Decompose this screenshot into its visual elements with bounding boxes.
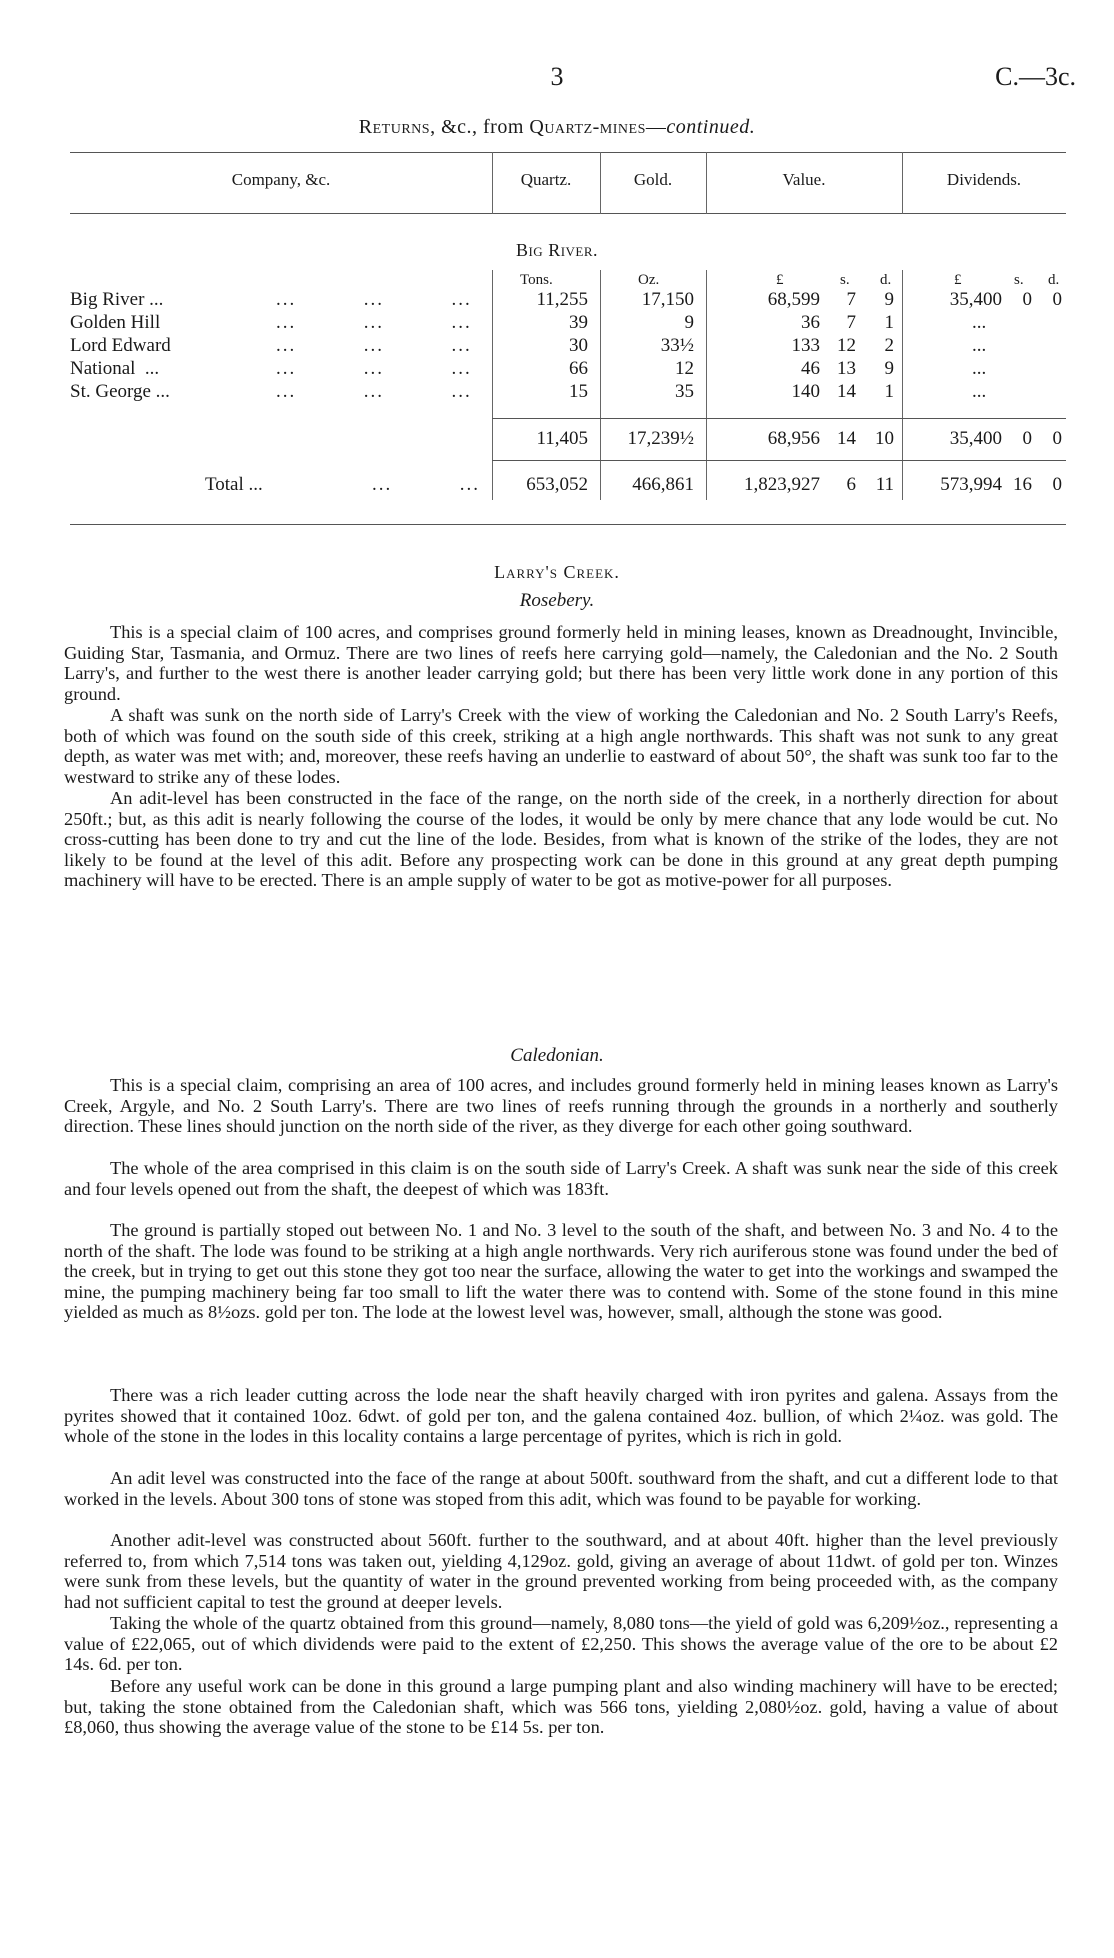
row-company: St. George ... bbox=[70, 381, 170, 402]
row-value-shillings: 14 bbox=[837, 381, 856, 402]
caption-continued: continued. bbox=[666, 116, 756, 138]
table-row bbox=[0, 335, 1114, 359]
subtotal-div-pounds: 35,400 bbox=[949, 428, 1002, 449]
total-row bbox=[0, 474, 1114, 498]
caption-rest: , &c., from bbox=[430, 116, 530, 138]
row-gold: 12 bbox=[675, 358, 694, 379]
row-gold: 35 bbox=[675, 381, 694, 402]
subtotal-div-shillings: 0 bbox=[1022, 428, 1032, 449]
row-value-shillings: 13 bbox=[837, 358, 856, 379]
subtotal-value-pounds: 68,956 bbox=[767, 428, 820, 449]
table-caption: Returns, &c., from Quartz-mines—continued. bbox=[358, 116, 756, 138]
row-quartz: 15 bbox=[569, 381, 588, 402]
unit-div-shillings: s. bbox=[1014, 272, 1024, 288]
row-value-shillings: 12 bbox=[837, 335, 856, 356]
col-header-quartz: Quartz. bbox=[520, 170, 572, 189]
row-value-pence: 1 bbox=[884, 312, 894, 333]
table-bottom-rule bbox=[70, 524, 1066, 525]
paragraph: There was a rich leader cutting across the lode near the shaft heavily charged with iron pyrites and galena. Assays from the pyrites showed that it contained 10oz. 6dwt. of gold per ton, and the galena contained 4oz. bullion, of which 2¼oz. was gold. The whole of the stone in the lodes in this locality contains a large percentage of pyrites, which is rich in gold. bbox=[64, 1385, 1058, 1447]
row-value-pounds: 36 bbox=[801, 312, 820, 333]
subtotal-row bbox=[0, 428, 1114, 452]
leader-dots: ... ... ... bbox=[276, 381, 472, 402]
row-value-pence: 1 bbox=[884, 381, 894, 402]
section-big-river: Big River. bbox=[515, 240, 599, 260]
row-quartz: 30 bbox=[569, 335, 588, 356]
unit-shillings: s. bbox=[840, 272, 850, 288]
row-dividend-blank: ... bbox=[972, 312, 987, 333]
unit-pence: d. bbox=[880, 272, 892, 288]
row-value-pounds: 68,599 bbox=[767, 289, 820, 310]
row-company: Big River ... bbox=[70, 289, 164, 310]
row-value-shillings: 7 bbox=[846, 289, 856, 310]
table-row bbox=[0, 358, 1114, 382]
row-gold: 9 bbox=[684, 312, 694, 333]
row-value-shillings: 7 bbox=[846, 312, 856, 333]
caption-quartz-mines: Quartz-mines bbox=[529, 116, 646, 138]
col-header-dividends: Dividends. bbox=[946, 170, 1022, 189]
table-top-rule bbox=[70, 152, 1066, 153]
col-header-company: Company, &c. bbox=[231, 170, 331, 189]
total-gold: 466,861 bbox=[632, 474, 694, 495]
row-div-pounds: 35,400 bbox=[949, 289, 1002, 310]
col-header-value: Value. bbox=[782, 170, 826, 189]
subtotal-value-pence: 10 bbox=[875, 428, 894, 449]
total-div-pounds: 573,994 bbox=[940, 474, 1002, 495]
row-dividend-blank: ... bbox=[972, 381, 987, 402]
total-div-shillings: 16 bbox=[1013, 474, 1032, 495]
row-div-shillings: 0 bbox=[1022, 289, 1032, 310]
row-dividend-blank: ... bbox=[972, 358, 987, 379]
table-row bbox=[0, 289, 1114, 313]
leader-dots: ... ... ... bbox=[276, 289, 472, 310]
paragraph: This is a special claim, comprising an area of 100 acres, and includes ground formerly held in mining leases known as Larry's Creek, Argyle, and No. 2 South Larry's. There are two lines of reefs running through the grounds in a northerly and southerly direction. These lines should junction on the north side of the river, as they diverge for each other going southward. bbox=[64, 1075, 1058, 1137]
total-value-pounds: 1,823,927 bbox=[744, 474, 820, 495]
total-rule bbox=[492, 460, 1066, 461]
subtotal-gold: 17,239½ bbox=[627, 428, 694, 449]
row-company: National ... bbox=[70, 358, 160, 379]
paragraph: Before any useful work can be done in this ground a large pumping plant and also winding machinery will have to be erected; but, taking the stone obtained from the Caledonian shaft, which was 566 tons, yielding 2,080½oz. gold, having a value of about £8,060, thus showing the average value of the stone to be £14 5s. per ton. bbox=[64, 1676, 1058, 1738]
row-gold: 33½ bbox=[660, 335, 694, 356]
table-header-rule bbox=[70, 213, 1066, 214]
document-reference: C.—3c. bbox=[995, 62, 1076, 91]
paragraph: Another adit-level was constructed about 560ft. further to the southward, and at about 40ft. higher than the level previously referred to, from which 7,514 tons was taken out, yielding 4,129oz. gold, giving an average of about 11dwt. of gold per ton. Winzes were sunk from these levels, but the quantity of water in the ground prevented working from being proceeded with, as the company had not sufficient capital to test the ground at deeper levels. bbox=[64, 1530, 1058, 1612]
row-value-pounds: 133 bbox=[791, 335, 820, 356]
paragraph: The whole of the area comprised in this claim is on the south side of Larry's Creek. A shaft was sunk near the side of this creek and four levels opened out from the shaft, the deepest of which was 183ft. bbox=[64, 1158, 1058, 1199]
row-value-pounds: 140 bbox=[791, 381, 820, 402]
subtotal-rule bbox=[492, 418, 1066, 419]
total-value-pence: 11 bbox=[875, 474, 894, 495]
col-header-gold: Gold. bbox=[633, 170, 673, 189]
total-quartz: 653,052 bbox=[526, 474, 588, 495]
total-label: Total ... bbox=[205, 474, 263, 495]
subtotal-value-shillings: 14 bbox=[837, 428, 856, 449]
subheading-caledonian: Caledonian. bbox=[510, 1045, 604, 1066]
page-number: 3 bbox=[550, 62, 564, 91]
leader-dots: ... ... ... bbox=[276, 335, 472, 356]
unit-div-pence: d. bbox=[1048, 272, 1060, 288]
table-row bbox=[0, 312, 1114, 336]
row-quartz: 39 bbox=[569, 312, 588, 333]
paragraph: An adit-level has been constructed in the face of the range, on the north side of the creek, in a northerly direction for about 250ft.; but, as this adit is nearly following the course of the lodes, it would be only by mere chance that any lode would be cut. No cross-cutting has been done to try and cut the line of the lode. Besides, from what is known of the strike of the lodes, they are not likely to be found at the level of this adit. Before any prospecting work can be done in this ground at any great depth pumping machinery will have to be erected. There is an ample supply of water to be got as motive-power for all purposes. bbox=[64, 788, 1058, 891]
caption-returns: Returns bbox=[358, 116, 431, 138]
row-value-pence: 2 bbox=[884, 335, 894, 356]
row-value-pence: 9 bbox=[884, 358, 894, 379]
row-quartz: 11,255 bbox=[536, 289, 588, 310]
row-company: Lord Edward bbox=[70, 335, 171, 356]
row-gold: 17,150 bbox=[641, 289, 694, 310]
heading-larrys-creek: Larry's Creek. bbox=[494, 562, 620, 582]
unit-pounds: £ bbox=[776, 272, 784, 288]
unit-oz: Oz. bbox=[638, 272, 660, 288]
paragraph: The ground is partially stoped out between No. 1 and No. 3 level to the south of the shaft, and between No. 3 and No. 4 to the north of the shaft. The lode was found to be striking at a high angle northwards. Very rich auriferous stone was found under the bed of the creek, but in trying to get out this stone they got too near the surface, allowing the water to get into the workings and swamped the mine, the pumping machinery being far too small to lift the water there was to contend with. Some of the stone found in this mine yielded as much as 8½ozs. gold per ton. The lode at the lowest level was, however, small, although the stone was good. bbox=[64, 1220, 1058, 1323]
leader-dots: ... ... ... bbox=[276, 358, 472, 379]
paragraph: An adit level was constructed into the face of the range at about 500ft. southward from the shaft, and cut a different lode to that worked in the levels. About 300 tons of stone was stoped from this adit, which was found to be payable for working. bbox=[64, 1468, 1058, 1509]
row-div-pence: 0 bbox=[1052, 289, 1062, 310]
row-value-pounds: 46 bbox=[801, 358, 820, 379]
unit-div-pounds: £ bbox=[954, 272, 962, 288]
leader-dots: ... ... ... bbox=[276, 312, 472, 333]
total-value-shillings: 6 bbox=[846, 474, 856, 495]
table-row bbox=[0, 381, 1114, 405]
row-company: Golden Hill bbox=[70, 312, 161, 333]
row-quartz: 66 bbox=[569, 358, 588, 379]
unit-tons: Tons. bbox=[520, 272, 553, 288]
subtotal-quartz: 11,405 bbox=[536, 428, 588, 449]
paragraph: A shaft was sunk on the north side of Larry's Creek with the view of working the Caledonian and No. 2 South Larry's Reefs, both of which was found on the south side of this creek, striking at a high angle northwards. This shaft was not sunk to any great depth, as water was met with; and, moreover, these reefs having an underlie to eastward of about 50°, the shaft was sunk too far to the westward to strike any of these lodes. bbox=[64, 705, 1058, 787]
paragraph: Taking the whole of the quartz obtained from this ground—namely, 8,080 tons—the yield of gold was 6,209½oz., representing a value of £22,065, out of which dividends were paid to the extent of £2,250. This shows the average value of the ore to be about £2 14s. 6d. per ton. bbox=[64, 1613, 1058, 1675]
total-div-pence: 0 bbox=[1052, 474, 1062, 495]
row-value-pence: 9 bbox=[884, 289, 894, 310]
paragraph: This is a special claim of 100 acres, and comprises ground formerly held in mining leases, known as Dreadnought, Invincible, Guiding Star, Tasmania, and Ormuz. There are two lines of reefs here carrying gold—namely, the Caledonian and the No. 2 South Larry's, and further to the west there is another leader carrying gold; but there has been very little work done in any portion of this ground. bbox=[64, 622, 1058, 704]
subtotal-div-pence: 0 bbox=[1052, 428, 1062, 449]
leader-dots: ... ... bbox=[372, 474, 480, 495]
row-dividend-blank: ... bbox=[972, 335, 987, 356]
subheading-rosebery: Rosebery. bbox=[519, 590, 595, 611]
